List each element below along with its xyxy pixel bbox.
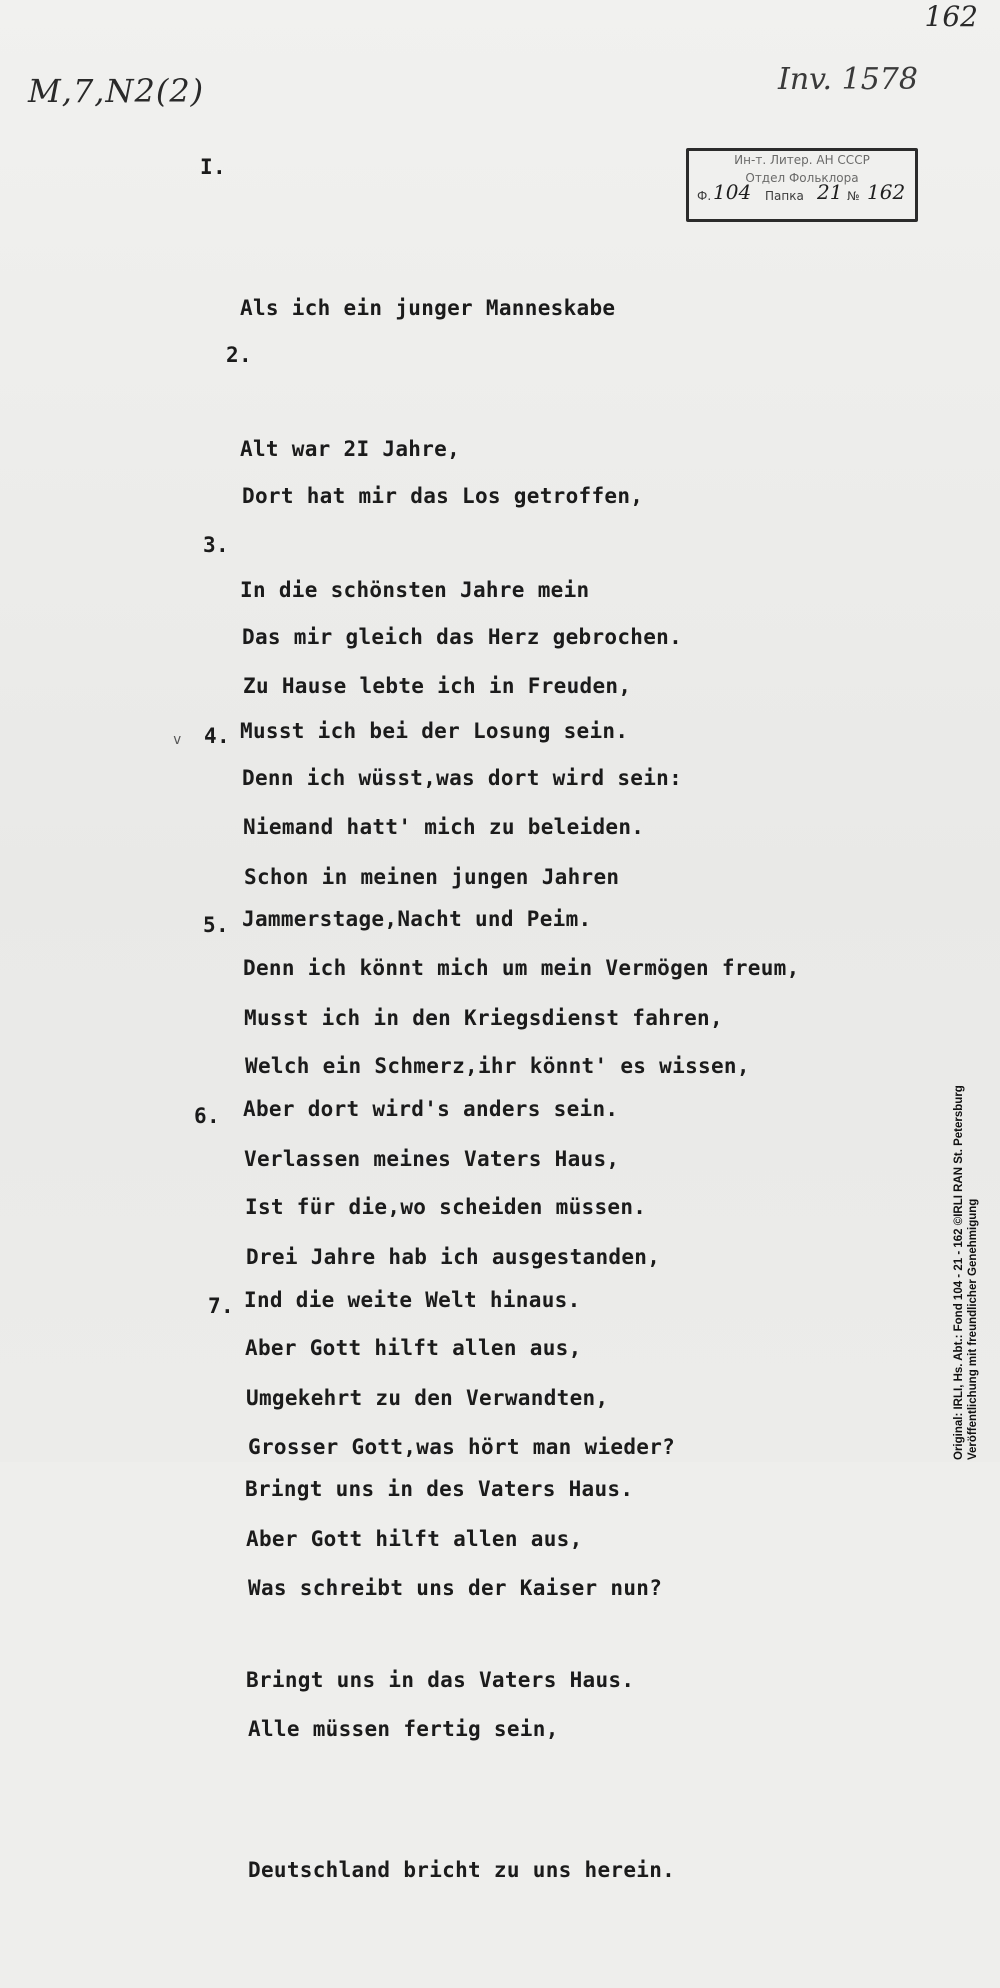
verse-line: Zu Hause lebte ich in Freuden, xyxy=(243,674,632,698)
page-number: 162 xyxy=(924,0,978,33)
verse-line: Bringt uns in des Vaters Haus. xyxy=(245,1477,634,1501)
verse-line: Als ich ein junger Manneskabe xyxy=(240,296,616,320)
stamp-papka-label: Папка xyxy=(765,189,804,203)
verse-line: Schon in meinen jungen Jahren xyxy=(244,865,620,889)
stamp-papka: 21 xyxy=(817,180,843,204)
verse-number: I. xyxy=(200,155,226,179)
verse-line: Aber Gott hilft allen aus, xyxy=(246,1527,583,1551)
verse-line: Alt war 2I Jahre, xyxy=(240,437,461,461)
verse-line: Verlassen meines Vaters Haus, xyxy=(244,1147,620,1171)
verse-line: Jammerstage,Nacht und Peim. xyxy=(242,907,592,931)
verse-line: Aber dort wird's anders sein. xyxy=(243,1097,619,1121)
stamp-department: Отдел Фольклора xyxy=(745,171,859,185)
verse-number: 4. xyxy=(204,724,230,748)
verse-line: Denn ich wüsst,was dort wird sein: xyxy=(242,766,683,790)
stamp-fond: 104 xyxy=(713,180,752,204)
verse-line: Welch ein Schmerz,ihr könnt' es wissen, xyxy=(245,1054,750,1078)
verse-line: Bringt uns in das Vaters Haus. xyxy=(246,1668,635,1692)
verse-line: Musst ich bei der Losung sein. xyxy=(240,719,629,743)
credit-line-1: Original: IRLI, Hs. Abt.: Fond 104 - 21 - 162 ©IRLI RAN St. Petersburg xyxy=(953,1085,965,1460)
verse-number: 5. xyxy=(203,913,229,937)
stamp-reference xyxy=(689,180,915,211)
verse-7 xyxy=(208,1283,676,1988)
margin-mark: v xyxy=(173,732,182,748)
archive-signature: M,7,N2(2) xyxy=(28,72,205,110)
verse-line: Drei Jahre hab ich ausgestanden, xyxy=(246,1245,661,1269)
verse-line: In die schönsten Jahre mein xyxy=(240,578,590,602)
stamp-fond-label: Ф. xyxy=(697,189,712,203)
verse-line: Musst ich in den Kriegsdienst fahren, xyxy=(244,1006,723,1030)
verse-number: 6. xyxy=(194,1104,220,1128)
verse-line: Alle müssen fertig sein, xyxy=(248,1717,559,1741)
verse-line: Dort hat mir das Los getroffen, xyxy=(242,484,644,508)
verse-line: Deutschland bricht zu uns herein. xyxy=(248,1858,676,1882)
stamp-item: 162 xyxy=(867,180,906,204)
verse-line: Umgekehrt zu den Verwandten, xyxy=(246,1386,609,1410)
archive-credit-sidebar xyxy=(952,1060,980,1460)
verse-line: Was schreibt uns der Kaiser nun? xyxy=(248,1576,663,1600)
verse-line: Ind die weite Welt hinaus. xyxy=(244,1288,581,1312)
credit-line-2: Veröffentlichung mit freundlicher Genehmigung xyxy=(967,1198,979,1460)
verse-number: 2. xyxy=(226,343,252,367)
stamp-institute: Ин-т. Литер. АН СССР xyxy=(734,153,870,167)
verse-line: Denn ich könnt mich um mein Vermögen freum, xyxy=(243,956,800,980)
verse-line: Aber Gott hilft allen aus, xyxy=(245,1336,582,1360)
verse-line: Ist für die,wo scheiden müssen. xyxy=(245,1195,647,1219)
verse-line: Niemand hatt' mich zu beleiden. xyxy=(243,815,645,839)
archive-stamp xyxy=(686,148,918,222)
verse-line: Grosser Gott,was hört man wieder? xyxy=(248,1435,676,1459)
verse-line: Das mir gleich das Herz gebrochen. xyxy=(242,625,683,649)
inventory-number: Inv. 1578 xyxy=(778,62,918,97)
stamp-item-label: № xyxy=(847,189,860,203)
verse-number: 7. xyxy=(208,1294,234,1318)
verse-number: 3. xyxy=(203,533,229,557)
